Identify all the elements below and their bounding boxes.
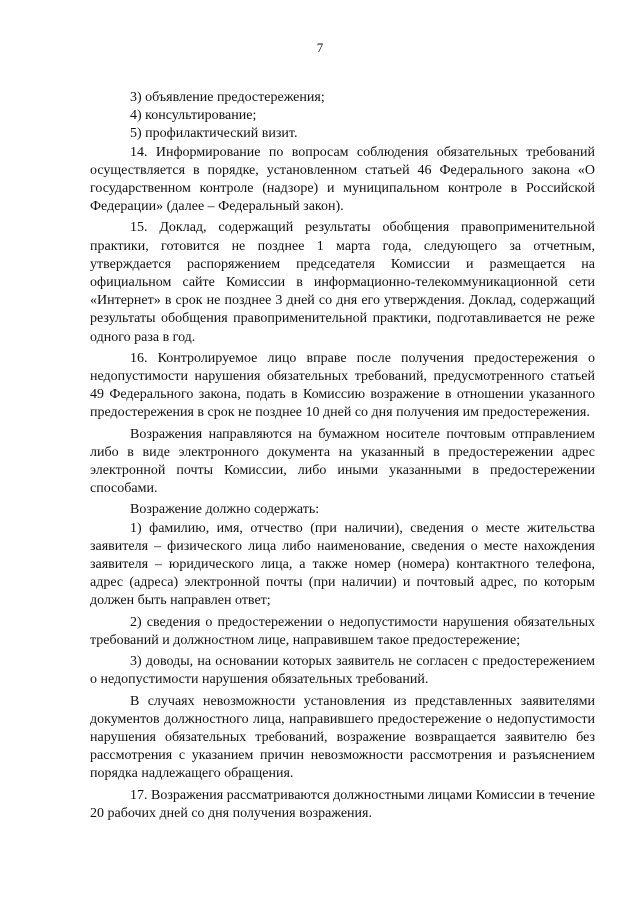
objection-item-3: 3) доводы, на основании которых заявитель не согласен с предостережением о недопустимости нарушения обязательных требований. <box>90 654 595 688</box>
paragraph-objection-contents: Возражение должно содержать: <box>130 502 320 518</box>
paragraph-15: 15. Доклад, содержащий результаты обобщения правоприменительной практики, готовится не позднее 1 марта года, следующего за отчетным, утверждается распоряжением председателя Комиссии и размещается на официальном сайте Комиссии в информационно-телекоммуникационной сети «Интернет» в срок не позднее 3 дней со дня его утверждения. Доклад, содержащий результаты обобщения правоприменительной практики, подготавливается не реже одного раза в год. <box>90 220 595 345</box>
paragraph-return-cases: В случаях невозможности установления из представленных заявителями документов должностного лица, направившего предостережение о недопустимости нарушения обязательных требований, возражение возвращается заявителю без рассмотрения с указанием причин невозможности рассмотрения и разъяснением порядка надлежащего обращения. <box>90 693 595 782</box>
paragraph-17: 17. Возражения рассматриваются должностными лицами Комиссии в течение 20 рабочих дней со дня получения возражения. <box>90 787 595 821</box>
paragraph-objections-delivery: Возражения направляются на бумажном носителе почтовым отправлением либо в виде электронного документа на указанный в предостережении адрес электронной почты Комиссии, либо иными указанными в предостережении способами. <box>90 426 595 497</box>
list-item-3: 3) объявление предостережения; <box>130 90 325 105</box>
objection-item-2: 2) сведения о предостережении о недопустимости нарушения обязательных требований и должностном лице, направившем такое предостережение; <box>90 614 595 648</box>
list-item-4: 4) консультирование; <box>130 108 257 124</box>
page-number: 7 <box>316 40 324 55</box>
objection-item-1: 1) фамилию, имя, отчество (при наличии), сведения о месте жительства заявителя – физического лица либо наименование, сведения о месте нахождения заявителя – юридического лица, а также номер (номера) контактного телефона, адрес (адреса) электронной почты (при наличии) и почтовый адрес, по которым должен быть направлен ответ; <box>90 520 595 609</box>
paragraph-16: 16. Контролируемое лицо вправе после получения предостережения о недопустимости нарушения обязательных требований, предусмотренного статьей 49 Федерального закона, подать в Комиссию возражение в отношении указанного предостережения в срок не позднее 10 дней со дня получения им предостережения. <box>90 350 595 421</box>
document-body <box>90 89 595 823</box>
paragraph-14: 14. Информирование по вопросам соблюдения обязательных требований осуществляется в порядке, установленном статьей 46 Федерального закона «О государственном контроле (надзоре) и муниципальном контроле в Российской Федерации» (далее – Федеральный закон). <box>90 144 595 215</box>
list-item-5: 5) профилактический визит. <box>130 126 298 142</box>
